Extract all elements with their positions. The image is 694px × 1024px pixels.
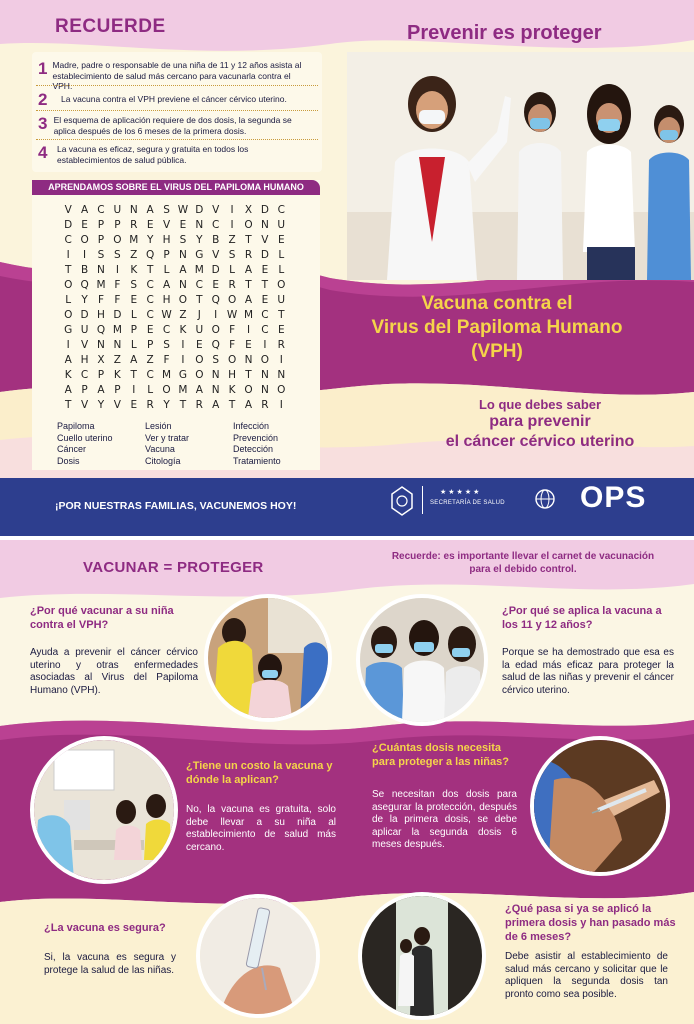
wordsearch-letter[interactable]: Q (146, 249, 155, 261)
subtitle-line: Lo que debes saber (478, 397, 602, 412)
ops-logo: OPS (580, 481, 647, 514)
wordsearch-letter[interactable]: P (97, 369, 105, 381)
wordsearch-letter[interactable]: T (228, 399, 236, 411)
globe-icon (534, 488, 556, 510)
wordsearch-letter[interactable]: T (179, 399, 187, 411)
wordsearch-letter[interactable]: O (178, 294, 188, 306)
reminder-item (38, 60, 308, 92)
subtitle-line: para prevenir (489, 413, 591, 430)
honduras-seal-icon (388, 485, 416, 517)
wordsearch-letter[interactable]: N (260, 369, 269, 381)
wordsearch-letter[interactable]: P (114, 384, 121, 396)
wordsearch-row (60, 218, 290, 233)
wordsearch-letter[interactable]: K (228, 384, 236, 396)
wordsearch-letter[interactable]: Z (113, 354, 121, 366)
wordsearch-letter[interactable]: N (260, 384, 269, 396)
wordsearch-letter[interactable]: N (97, 339, 105, 351)
wordsearch-letter[interactable]: C (97, 204, 105, 216)
wordsearch-letter[interactable]: N (260, 219, 269, 231)
wordsearch-letter[interactable]: V (80, 339, 89, 351)
recuerde-title: RECUERDE (55, 16, 166, 37)
wordsearch-letter[interactable]: O (227, 294, 237, 306)
wordsearch-letter[interactable]: T (64, 264, 72, 276)
wordsearch-word: Ver y tratar (145, 432, 190, 443)
wordsearch-word: Cáncer (57, 444, 87, 454)
wordsearch-letter[interactable]: A (195, 384, 203, 396)
question-heading: ¿La vacuna es segura? (44, 922, 166, 934)
wordsearch-letter[interactable]: Z (228, 234, 236, 246)
wordsearch-letter[interactable]: I (115, 264, 119, 276)
wordsearch-letter[interactable]: V (212, 204, 220, 216)
wordsearch-letter[interactable]: C (80, 369, 89, 381)
wordsearch-row (60, 233, 290, 248)
wordsearch-letter[interactable]: H (80, 354, 89, 366)
question-heading: ¿Por qué se aplica la vacuna a los 11 y 12 años? (502, 605, 662, 631)
stars-icon: ★★★★★ (440, 489, 482, 496)
wordsearch-letter[interactable]: N (179, 249, 187, 261)
wordsearch-word: Citología (145, 455, 181, 466)
wordsearch-letter[interactable]: L (130, 309, 137, 321)
wordsearch-letter[interactable]: A (244, 264, 253, 276)
wordsearch-letter[interactable]: A (244, 399, 253, 411)
carnet-note: Recuerde: es importante llevar el carnet de vacunación para el debido control. (391, 551, 655, 575)
wordsearch-letter[interactable]: C (146, 279, 154, 291)
wordsearch-letter[interactable]: K (130, 264, 138, 276)
wordsearch-letter[interactable]: V (212, 249, 220, 261)
wordsearch-letter[interactable]: F (163, 354, 170, 366)
secretaria-salud-label: SECRETARÍA DE SALUD (430, 500, 505, 506)
answer-text: Ayuda a prevenir el cáncer cérvico uterino y otras enfermedades asociadas al Virus del Papiloma Humano (VPH). (30, 647, 198, 696)
wordsearch-letter[interactable]: E (261, 264, 269, 276)
wordsearch-letter[interactable]: Z (179, 309, 187, 321)
wordsearch-letter[interactable]: R (244, 249, 253, 261)
wordsearch-letter[interactable]: T (146, 264, 154, 276)
wordsearch-letter[interactable]: I (181, 339, 185, 351)
wordsearch-letter[interactable]: L (147, 384, 154, 396)
wordsearch-letter[interactable]: X (97, 354, 105, 366)
reminder-number: 4 (38, 143, 48, 162)
divider (36, 139, 318, 140)
wordsearch-row (60, 323, 290, 338)
wordsearch-letter[interactable]: S (212, 354, 220, 366)
wordsearch-letter[interactable]: L (278, 264, 285, 276)
question-heading: ¿Cuántas dosis necesita para proteger a las niñas? (372, 742, 509, 768)
wordsearch-letter[interactable]: O (211, 324, 220, 336)
wordsearch-letter[interactable]: A (146, 204, 154, 216)
wordsearch-word: Papiloma (57, 421, 95, 431)
wordsearch-letter[interactable]: H (97, 309, 105, 321)
wordsearch-letter[interactable]: F (114, 294, 121, 306)
wordsearch-letter[interactable]: M (129, 234, 139, 246)
vph-title-line: Vacuna contra el (421, 293, 573, 314)
wordsearch-row (60, 338, 290, 353)
wordsearch-letter[interactable]: I (246, 324, 251, 336)
wordsearch-letter[interactable]: W (161, 309, 172, 321)
wordsearch-letter[interactable]: E (212, 279, 220, 291)
wordsearch-letter[interactable]: N (277, 369, 286, 381)
girls-photo-circle (356, 594, 488, 726)
wordsearch-word: Prevención (233, 432, 279, 443)
wordsearch-letter[interactable]: I (279, 354, 283, 366)
hallway-photo-circle (358, 892, 486, 1020)
wordsearch-letter[interactable]: O (277, 384, 286, 396)
wordsearch-letter[interactable]: D (80, 309, 89, 321)
wordsearch-letter[interactable]: E (146, 324, 154, 336)
wordsearch-letter[interactable]: C (261, 309, 269, 321)
wordsearch-row (60, 278, 290, 293)
wordsearch-letter[interactable]: F (229, 339, 236, 351)
wordsearch-letter[interactable]: R (277, 339, 285, 351)
wordsearch-letter[interactable]: Q (211, 294, 220, 306)
wordsearch-letter[interactable]: W (226, 309, 238, 321)
wordsearch-letter[interactable]: W (177, 204, 189, 216)
vph-title-line: Virus del Papiloma Humano (371, 317, 623, 338)
wordsearch-letter[interactable]: P (97, 219, 105, 231)
wordsearch-title: APRENDAMOS SOBRE EL VIRUS DEL PAPILOMA HUMANO (32, 180, 320, 195)
question-heading: ¿Tiene un costo la vacuna y dónde la aplican? (186, 760, 333, 786)
wordsearch-letter[interactable]: R (130, 219, 138, 231)
wordsearch-letter[interactable]: N (211, 369, 220, 381)
wordsearch-letter[interactable]: O (113, 234, 122, 246)
wordsearch-letter[interactable]: N (129, 204, 138, 216)
reminder-item (38, 91, 308, 108)
wordsearch-letter[interactable]: I (230, 204, 234, 216)
brochure-back (0, 540, 694, 1024)
wordsearch-letter[interactable]: S (228, 249, 236, 261)
wordsearch-letter[interactable]: Y (81, 294, 88, 306)
wordsearch-letter[interactable]: A (162, 279, 171, 291)
answer-text: Porque se ha demostrado que esa es la edad más eficaz para proteger la salud de las niñas y prevenir el cáncer cérvico uterino. (502, 647, 674, 696)
wordsearch-letter[interactable]: S (163, 204, 170, 216)
wordsearch-letter[interactable]: C (146, 369, 154, 381)
divider (422, 486, 423, 514)
answer-text: Se necesitan dos dosis para asegurar la protección, después de la primera dosis, se debe aplicar la segunda dosis 6 meses después. (372, 789, 517, 850)
wordsearch-letter[interactable]: U (80, 324, 89, 336)
vaccination-photo-circle (204, 594, 332, 722)
wordsearch-letter[interactable]: O (195, 369, 204, 381)
wordsearch-letter[interactable]: D (260, 204, 269, 216)
wordsearch-word: Vacuna (145, 444, 175, 454)
wordsearch-row (60, 383, 290, 398)
vph-title (332, 292, 662, 364)
wordsearch-letter[interactable]: I (83, 249, 87, 261)
wordsearch-letter[interactable]: A (64, 354, 72, 366)
wordsearch-letter[interactable]: G (178, 369, 187, 381)
wordsearch-letter[interactable]: K (64, 369, 72, 381)
wordsearch-letter[interactable]: L (65, 294, 72, 306)
wordsearch-letter[interactable]: B (80, 264, 89, 276)
wordsearch-letter[interactable]: Z (146, 354, 154, 366)
wordsearch-letter[interactable]: C (261, 324, 269, 336)
wordsearch-letter[interactable]: Q (96, 324, 106, 336)
wordsearch-letter[interactable]: L (278, 249, 285, 261)
wordsearch-row (60, 353, 290, 368)
wordsearch-letter[interactable]: C (162, 324, 171, 336)
subtitle-line: el cáncer cérvico uterino (445, 433, 635, 450)
wordsearch-word: Dosis (57, 455, 80, 466)
wordsearch-letter[interactable]: R (146, 399, 154, 411)
reminder-number: 3 (38, 114, 48, 133)
wordsearch-letter[interactable]: C (146, 294, 154, 306)
wordsearch-letter[interactable]: M (96, 279, 106, 291)
wordsearch-letter[interactable]: I (230, 219, 234, 231)
wordsearch-letter[interactable]: E (245, 339, 252, 351)
wordsearch-letter[interactable]: N (244, 354, 253, 366)
wordsearch-letter[interactable]: R (195, 399, 203, 411)
wordsearch-letter[interactable]: U (277, 219, 286, 231)
wordsearch-letter[interactable]: A (179, 264, 187, 276)
wordsearch-letter[interactable]: O (64, 309, 73, 321)
wordsearch-letter[interactable]: M (178, 384, 188, 396)
wordsearch-letter[interactable]: O (244, 384, 253, 396)
wordsearch-letter[interactable]: O (80, 234, 89, 246)
wordsearch-letter[interactable]: T (245, 369, 252, 381)
wordsearch-letter[interactable]: P (146, 339, 154, 351)
wordsearch-letter[interactable]: J (197, 309, 201, 321)
wordsearch-word: Tratamiento (233, 455, 281, 466)
divider (36, 110, 318, 111)
wordsearch-letter[interactable]: I (66, 339, 70, 351)
wordsearch-letter[interactable]: P (81, 384, 88, 396)
wordsearch-letter[interactable]: Q (211, 339, 220, 351)
wordsearch-letter[interactable]: A (244, 294, 253, 306)
wordsearch-letter[interactable]: V (113, 399, 121, 411)
wordsearch-letter[interactable]: C (64, 234, 72, 246)
wordsearch-letter[interactable]: U (277, 294, 286, 306)
wordsearch-letter[interactable]: V (162, 219, 171, 231)
answer-text: Si, la vacuna es segura y protege la salud de las niñas. (44, 952, 176, 976)
wordsearch-letter[interactable]: N (179, 279, 187, 291)
wordsearch-letter[interactable]: N (113, 339, 122, 351)
wordsearch-letter[interactable]: E (277, 234, 285, 246)
wordsearch-letter[interactable]: I (181, 354, 185, 366)
wordsearch-letter[interactable]: T (196, 294, 203, 306)
wordsearch-letter[interactable]: U (195, 324, 204, 336)
reminder-text: La vacuna contra el VPH previene el cáncer cérvico uterino. (61, 94, 287, 104)
clinic-photo-circle (30, 736, 178, 884)
wordsearch-letter[interactable]: P (130, 324, 137, 336)
wordsearch-letter[interactable]: K (113, 369, 121, 381)
wordsearch-letter[interactable]: A (64, 384, 72, 396)
wordsearch-letter[interactable]: T (261, 279, 269, 291)
wordsearch-letter[interactable]: S (97, 249, 105, 261)
wordsearch-grid[interactable] (60, 203, 290, 413)
wordsearch-letter[interactable]: Y (97, 399, 105, 411)
wordsearch-letter[interactable]: R (261, 399, 269, 411)
wordsearch-letter[interactable]: P (163, 249, 170, 261)
wordsearch-letter[interactable]: D (211, 264, 220, 276)
reminder-text: El esquema de aplicación requiere de dos dosis, la segunda se aplica después de los 6 meses de la primera dosis. (53, 115, 292, 136)
wordsearch-letter[interactable]: O (244, 219, 253, 231)
wordsearch-letter[interactable]: F (114, 279, 121, 291)
wordsearch-letter[interactable]: N (97, 264, 105, 276)
question-heading: ¿Por qué vacunar a su niña contra el VPH? (30, 605, 174, 631)
wordsearch-letter[interactable]: T (245, 234, 252, 246)
wordsearch-letter[interactable]: L (163, 264, 170, 276)
wordsearch-row (60, 263, 290, 278)
question-heading: ¿Qué pasa si ya se aplicó la primera dosis y han pasado más de 6 meses? (505, 903, 676, 943)
wordsearch-letter[interactable]: E (196, 339, 203, 351)
wordsearch-letter[interactable]: E (277, 324, 285, 336)
wordsearch-letter[interactable]: E (179, 219, 187, 231)
wordsearch-letter[interactable]: A (130, 354, 138, 366)
syringe-photo-circle (196, 894, 320, 1018)
wordsearch-letter[interactable]: S (179, 234, 187, 246)
wordsearch-letter[interactable]: M (243, 309, 254, 321)
slogan-top: Prevenir es proteger (407, 22, 602, 44)
reminder-number: 1 (38, 59, 48, 78)
wordsearch-letter[interactable]: P (97, 234, 105, 246)
wordsearch-letter[interactable]: I (66, 249, 70, 261)
wordsearch-letter[interactable]: L (130, 339, 137, 351)
wordsearch-word: Lesión (145, 421, 172, 431)
wordsearch-letter[interactable]: C (195, 279, 203, 291)
wordsearch-word: Detección (233, 444, 274, 454)
wordsearch-letter[interactable]: H (228, 369, 237, 381)
wordsearch-letter[interactable]: S (163, 339, 170, 351)
wordsearch-row (60, 308, 290, 323)
wordsearch-letter[interactable]: S (114, 249, 121, 261)
wordsearch-letter[interactable]: V (64, 204, 72, 216)
wordsearch-letter[interactable]: M (112, 324, 122, 336)
wordsearch-letter[interactable]: P (114, 219, 121, 231)
wordsearch-letter[interactable]: O (162, 384, 171, 396)
wordsearch-letter[interactable]: S (130, 279, 138, 291)
injection-photo-circle (530, 736, 670, 876)
vacunar-title: VACUNAR = PROTEGER (83, 559, 264, 576)
wordsearch-letter[interactable]: K (179, 324, 187, 336)
wordsearch-letter[interactable]: U (113, 204, 122, 216)
wordsearch-letter[interactable]: E (146, 219, 154, 231)
wordsearch-row (60, 293, 290, 308)
wordsearch-row (60, 398, 290, 413)
reminder-text: Madre, padre o responsable de una niña de 11 y 12 años asista al establecimiento de salud más cercano para vacunarla contra el VPH. (52, 60, 302, 91)
answer-text: No, la vacuna es gratuita, solo debe llevar a su niña al establecimiento de salud más cercano. (186, 804, 336, 853)
subtitle-emphasis (420, 412, 660, 452)
wordsearch-letter[interactable]: D (113, 309, 122, 321)
wordsearch-letter[interactable]: Q (80, 279, 89, 291)
wordsearch-row (60, 248, 290, 263)
wordsearch-letter[interactable]: T (130, 369, 137, 381)
wordsearch-letter[interactable]: O (64, 279, 73, 291)
wordsearch-row (60, 368, 290, 383)
wordsearch-letter[interactable]: C (146, 309, 154, 321)
wordsearch-letter[interactable]: Z (130, 249, 138, 261)
answer-text: Debe asistir al establecimiento de salud más cercano y solicitar que le apliquen la segunda dosis tan pronto como sea posible. (505, 951, 668, 1000)
wordsearch-letter[interactable]: O (277, 279, 286, 291)
wordsearch-letter[interactable]: E (261, 294, 269, 306)
wordsearch-letter[interactable]: V (261, 234, 269, 246)
wordsearch-letter[interactable]: O (227, 354, 237, 366)
wordsearch-letter[interactable]: M (162, 369, 172, 381)
wordsearch-letter[interactable]: E (81, 219, 88, 231)
wordsearch-letter[interactable]: T (278, 309, 285, 321)
wordsearch-letter[interactable]: D (260, 249, 269, 261)
wordsearch-letter[interactable]: E (130, 294, 138, 306)
reminder-number: 2 (38, 90, 48, 109)
wordsearch-letter[interactable]: H (162, 234, 171, 246)
wordsearch-letter[interactable]: E (130, 399, 138, 411)
wordsearch-letter[interactable]: Y (163, 399, 170, 411)
wordsearch-letter[interactable]: V (80, 399, 89, 411)
wordsearch-letter[interactable]: G (195, 249, 204, 261)
wordsearch-letter[interactable]: O (260, 354, 270, 366)
wordsearch-letter[interactable]: O (195, 354, 204, 366)
wordsearch-letter[interactable]: Y (196, 234, 203, 246)
wordsearch-letter[interactable]: G (64, 324, 73, 336)
wordsearch-word: Cuello uterino (57, 432, 113, 443)
wordsearch-letter[interactable]: I (279, 399, 283, 411)
wordsearch-letter[interactable]: C (212, 219, 220, 231)
vph-title-line: (VPH) (471, 341, 523, 362)
wordsearch-letter[interactable]: X (244, 204, 253, 216)
wordsearch-letter[interactable]: N (211, 384, 220, 396)
wordsearch-letter[interactable]: A (212, 399, 220, 411)
wordsearch-letter[interactable]: F (97, 294, 104, 306)
reminder-text: La vacuna es eficaz, segura y gratuita en todos los establecimientos de salud pública. (56, 144, 249, 165)
wordsearch-word: Infección (233, 421, 270, 431)
wordsearch-letter[interactable]: L (229, 264, 236, 276)
wordsearch-letter[interactable]: T (245, 279, 252, 291)
footer-slogan: ¡POR NUESTRAS FAMILIAS, VACUNEMOS HOY! (55, 500, 297, 512)
wordsearch-letter[interactable]: I (263, 339, 267, 351)
wordsearch-letter[interactable]: I (132, 384, 136, 396)
wordsearch-word-list (57, 421, 307, 467)
wordsearch-letter[interactable]: H (162, 294, 171, 306)
divider (36, 85, 318, 86)
wordsearch-letter[interactable]: A (80, 204, 89, 216)
wordsearch-letter[interactable]: T (64, 399, 72, 411)
wordsearch-letter[interactable]: C (277, 204, 285, 216)
wordsearch-letter[interactable]: D (195, 204, 204, 216)
wordsearch-letter[interactable]: R (228, 279, 236, 291)
wordsearch-letter[interactable]: I (214, 309, 218, 321)
wordsearch-letter[interactable]: M (194, 264, 204, 276)
wordsearch-row (60, 203, 290, 218)
reminder-item (38, 144, 308, 165)
doctor-and-girls-photo (347, 52, 694, 280)
wordsearch-letter[interactable]: A (97, 384, 105, 396)
wordsearch-letter[interactable]: D (64, 219, 73, 231)
reminder-item (38, 115, 308, 136)
wordsearch-letter[interactable]: B (212, 234, 220, 246)
wordsearch-letter[interactable]: F (229, 324, 236, 336)
wordsearch-letter[interactable]: Y (146, 234, 154, 246)
wordsearch-letter[interactable]: N (195, 219, 204, 231)
